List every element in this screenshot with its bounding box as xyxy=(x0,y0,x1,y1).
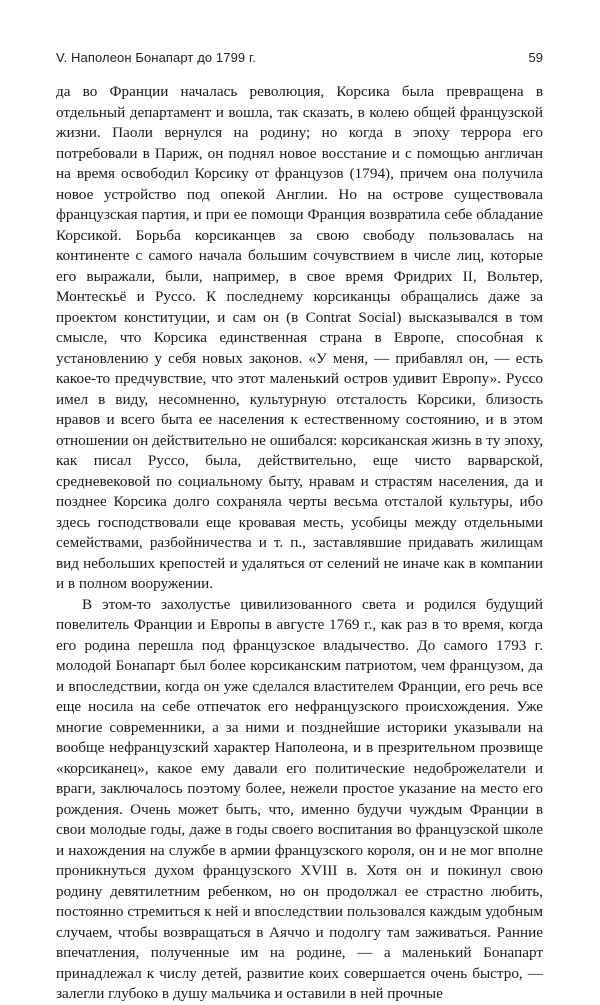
page-number: 59 xyxy=(528,50,543,65)
body-text xyxy=(56,82,543,1005)
running-header xyxy=(56,50,543,72)
paragraph: В этом-то захолустье цивилизованного света и родился будущий повелитель Франции и Европы в августе 1769 г., как раз в то время, когда его родина перешла под французское владычество. До самого 1793 г. молодой Бонапарт был более корсиканским патриотом, чем французом, да и впоследствии, когда он уже сделался властителем Франции, его речь все еще носила на себе отпечаток его нефранцузского происхождения. Уже многие современники, а за ними и позднейшие историки указывали на вообще нефранцузский характер Наполеона, и в презрительном прозвище «корсиканец», какое ему давали его политические недоброжелатели и враги, заключалось поэтому более, нежели простое указание на место его рождения. Очень может быть, что, именно будучи чуждым Франции в свои молодые годы, даже в годы своего воспитания во французской школе и нахождения на службе в армии французского короля, он и не мог вполне проникнуться духом французского XVIII в. Хотя он и покинул свою родину девятилетним ребенком, но он продолжал ее страстно любить, постоянно стремиться к ней и впоследствии пользовался каждым удобным случаем, чтобы возвращаться в Аяччо и подолгу там заживаться. Ранние впечатления, полученные им на родине, — а маленький Бонапарт принадлежал к числу детей, развитие коих совершается очень быстро, — залегли глубоко в душу мальчика и оставили в ней прочные xyxy=(56,595,543,1002)
chapter-title: V. Наполеон Бонапарт до 1799 г. xyxy=(56,50,256,65)
paragraph-continued: да во Франции началась революция, Корсика была превращена в отдельный департамент и вошла, так сказать, в колею общей французской жизни. Паоли вернулся на родину; но когда в эпоху террора его потребовали в Париж, он поднял новое восстание и с помощью англичан на время освободил Корсику от французов (1794), причем она получила новое устройство под опекой Англии. Но на острове существовала французская партия, и при ее помощи Франция возвратила себе обладание Корсикой. Борьба корсиканцев за свою свободу пользовалась на континенте с самого начала большим сочувствием в числе лиц, которые его выражали, были, например, в свое время Фридрих II, Вольтер, Монтескьё и Руссо. К последнему корсиканцы обращались даже за проектом конституции, и сам он (в Contrat Social) высказывался в том смысле, что Корсика единственная страна в Европе, способная к установлению у себя новых законов. «У меня, — прибавлял он, — есть какое-то предчувствие, что этот маленький остров удивит Европу». Руссо имел в виду, несомненно, культурную отсталость Корсики, близость нравов и всего быта ее населения к естественному состоянию, и в этом отношении он действительно не ошибался: корсиканская жизнь в ту эпоху, как писал Руссо, была, действительно, еще чисто варварской, средневековой по социальному быту, нравам и страстям населения, да и позднее Корсика долго сохраняла черты весьма отсталой культуры, ибо здесь господствовали еще кровавая месть, усобицы между отдельными семействами, разбойничества и т. п., заставлявшие придавать жилищам вид небольших крепостей и удаляться от селений не иначе как в компании и в полном вооружении. xyxy=(56,83,543,592)
